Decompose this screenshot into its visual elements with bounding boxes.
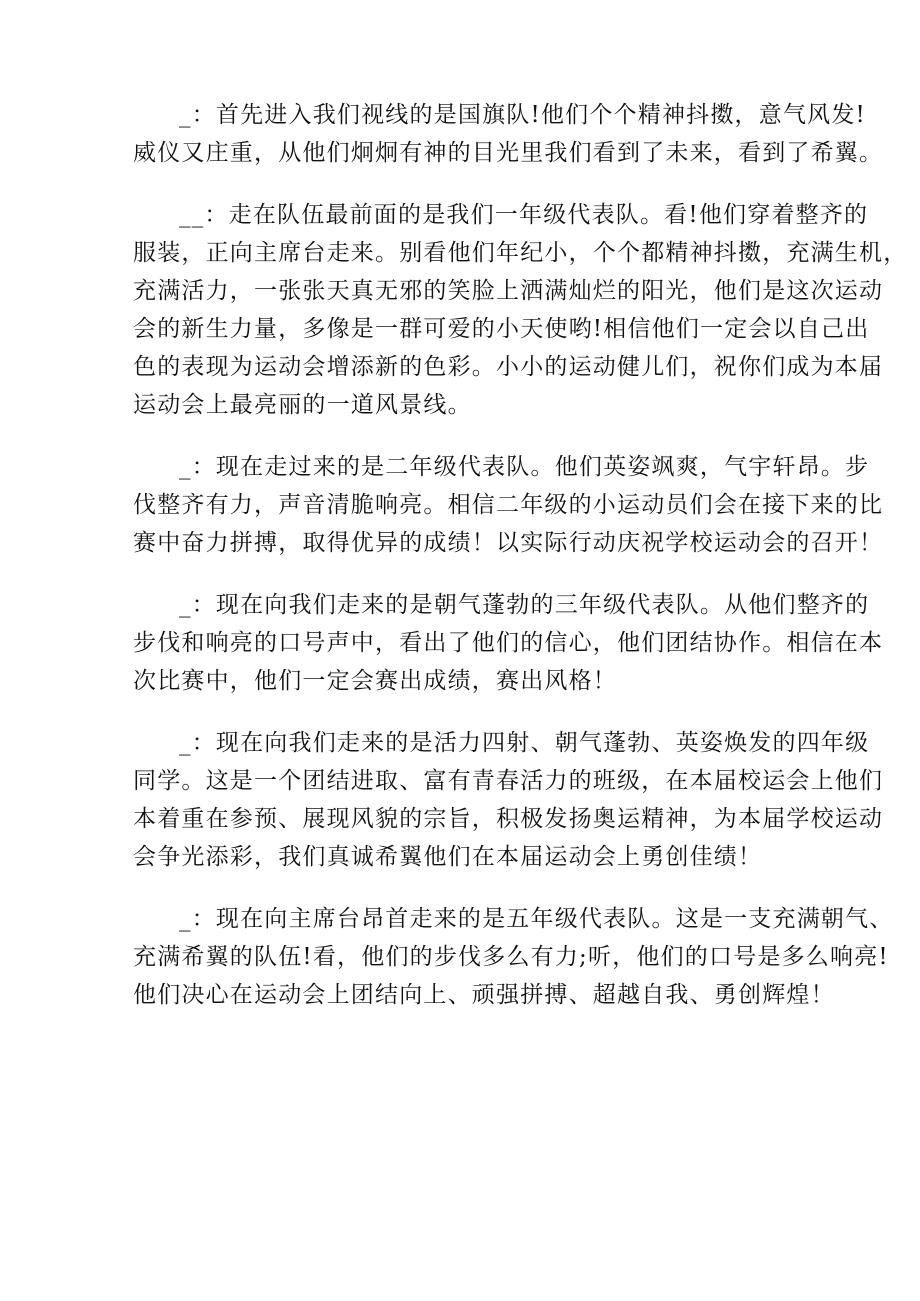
text-line: _：现在向我们走来的是活力四射、朝气蓬勃、英姿焕发的四年级 [179,730,870,756]
paragraph-grade-four [133,724,884,876]
text-line: __：走在队伍最前面的是我们一年级代表队。看!他们穿着整齐的 [179,202,869,228]
text-line: 充满希翼的队伍!看，他们的步伐多么有力;听，他们的口号是多么响亮! [133,944,889,970]
document-body [133,96,908,1038]
text-line: 服装，正向主席台走来。别看他们年纪小，个个都精神抖擞，充满生机， [133,240,908,266]
text-line: 赛中奋力拼搏，取得优异的成绩！以实际行动庆祝学校运动会的召开！ [133,530,884,556]
text-line: 会争光添彩，我们真诚希翼他们在本届运动会上勇创佳绩！ [133,844,763,870]
text-line: 充满活力，一张张天真无邪的笑脸上洒满灿烂的阳光，他们是这次运动 [133,278,884,304]
text-line: _：现在向主席台昂首走来的是五年级代表队。这是一支充满朝气、 [179,906,894,932]
text-line: 会的新生力量，多像是一群可爱的小天使哟!相信他们一定会以自己出 [133,316,870,342]
text-line: _：现在走过来的是二年级代表队。他们英姿飒爽，气宇轩昂。步 [179,454,870,480]
text-line: _：现在向我们走来的是朝气蓬勃的三年级代表队。从他们整齐的 [179,592,870,618]
paragraph-flag-team [133,96,884,172]
paragraph-grade-one [133,196,908,424]
text-line: 威仪又庄重，从他们炯炯有神的目光里我们看到了未来，看到了希翼。 [133,140,884,166]
text-line: 色的表现为运动会增添新的色彩。小小的运动健儿们，祝你们成为本届 [133,354,884,380]
text-line: 步伐和响亮的口号声中，看出了他们的信心，他们团结协作。相信在本 [133,630,884,656]
text-line: 同学。这是一个团结进取、富有青春活力的班级，在本届校运会上他们 [133,768,884,794]
text-line: _：首先进入我们视线的是国旗队!他们个个精神抖擞，意气风发! [179,102,866,128]
text-line: 运动会上最亮丽的一道风景线。 [133,392,472,418]
paragraph-grade-two [133,448,884,562]
text-line: 他们决心在运动会上团结向上、顽强拼搏、超越自我、勇创辉煌！ [133,982,835,1008]
paragraph-grade-three [133,586,884,700]
text-line: 次比赛中，他们一定会赛出成绩，赛出风格！ [133,668,617,694]
text-line: 本着重在参预、展现风貌的宗旨，积极发扬奥运精神，为本届学校运动 [133,806,884,832]
paragraph-grade-five [133,900,894,1014]
text-line: 伐整齐有力，声音清脆响亮。相信二年级的小运动员们会在接下来的比 [133,492,884,518]
